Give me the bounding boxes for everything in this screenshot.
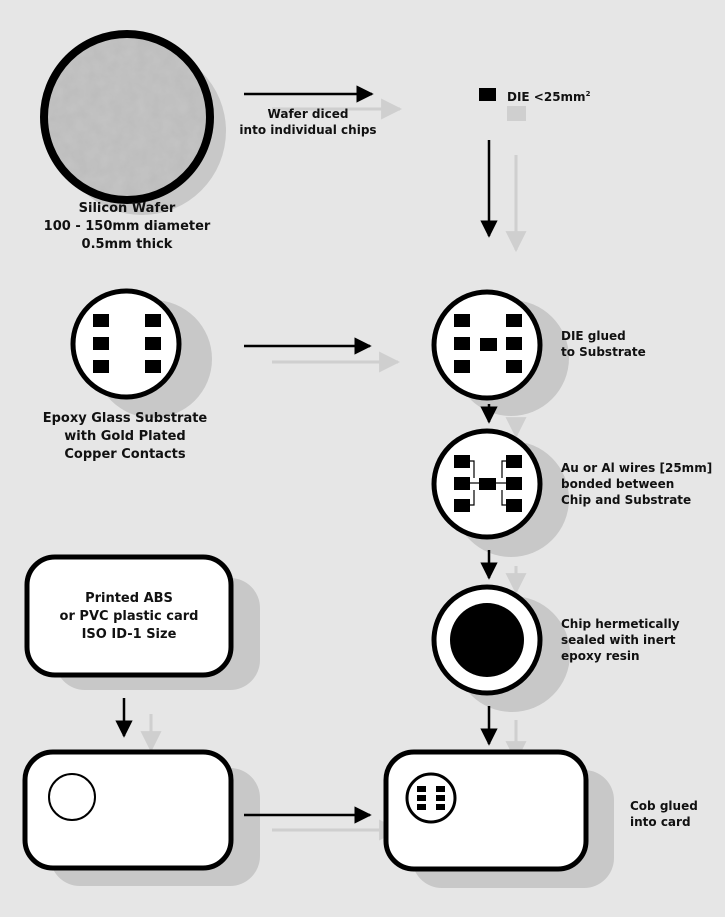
epoxy-resin-blob <box>450 603 524 677</box>
substrate-label-line: Copper Contacts <box>64 447 186 462</box>
wafer-label-line: 0.5mm thick <box>81 237 173 252</box>
sealed-label-line: sealed with inert <box>561 633 676 647</box>
sealed-chip <box>434 587 570 712</box>
substrate-disc <box>73 291 179 397</box>
cob-label-line: into card <box>630 815 691 829</box>
wire-bond-label-line: Au or Al wires [25mm] <box>561 461 713 475</box>
cob-label-line: Cob glued <box>630 799 698 813</box>
final-chip-card <box>386 752 614 888</box>
plastic-card-label-line: or PVC plastic card <box>59 609 199 624</box>
plastic-card-label-line: Printed ABS <box>85 591 173 606</box>
wafer-label <box>32 200 222 254</box>
card-with-cavity <box>25 752 260 886</box>
substrate-label-line: with Gold Plated <box>64 429 186 444</box>
arrow-die-to-glued <box>489 140 516 250</box>
die-label <box>507 86 590 105</box>
arrow-substrate-to-glued <box>244 346 398 362</box>
cob-label <box>630 798 698 830</box>
die-shadow <box>507 106 526 121</box>
die-glued-substrate <box>434 292 569 416</box>
wire-bond-label <box>561 460 712 508</box>
substrate-label <box>30 410 220 464</box>
epoxy-substrate <box>73 291 212 418</box>
arrow-card-to-milled <box>124 698 151 750</box>
dicing-label-line: Wafer diced <box>267 107 349 121</box>
wire-bonded-chip <box>434 431 569 557</box>
sealed-label <box>561 616 680 664</box>
dicing-label-line: into individual chips <box>239 123 377 137</box>
die-label-superscript: 2 <box>585 90 591 98</box>
arrow-to-final-card <box>244 815 398 830</box>
embedded-module <box>407 774 455 822</box>
silicon-wafer <box>44 34 226 215</box>
dicing-label <box>238 106 378 138</box>
die-label-text: DIE <25mm <box>507 90 586 104</box>
substrate-label-line: Epoxy Glass Substrate <box>42 411 208 426</box>
die-square <box>479 88 496 101</box>
sealed-label-line: epoxy resin <box>561 649 640 663</box>
wafer-label-line: Silicon Wafer <box>78 201 176 216</box>
plastic-card-label <box>31 590 227 644</box>
sealed-label-line: Chip hermetically <box>561 617 680 631</box>
die-glued-label-line: DIE glued <box>561 329 626 343</box>
die-glued-label <box>561 328 646 360</box>
wire-bond-label-line: Chip and Substrate <box>561 493 692 507</box>
wafer-label-line: 100 - 150mm diameter <box>43 219 211 234</box>
wire-bond-label-line: bonded between <box>561 477 675 491</box>
glued-die-square <box>480 338 497 351</box>
die-glued-label-line: to Substrate <box>561 345 646 359</box>
chip-cavity <box>49 774 95 820</box>
plastic-card-label-line: ISO ID-1 Size <box>81 627 177 642</box>
